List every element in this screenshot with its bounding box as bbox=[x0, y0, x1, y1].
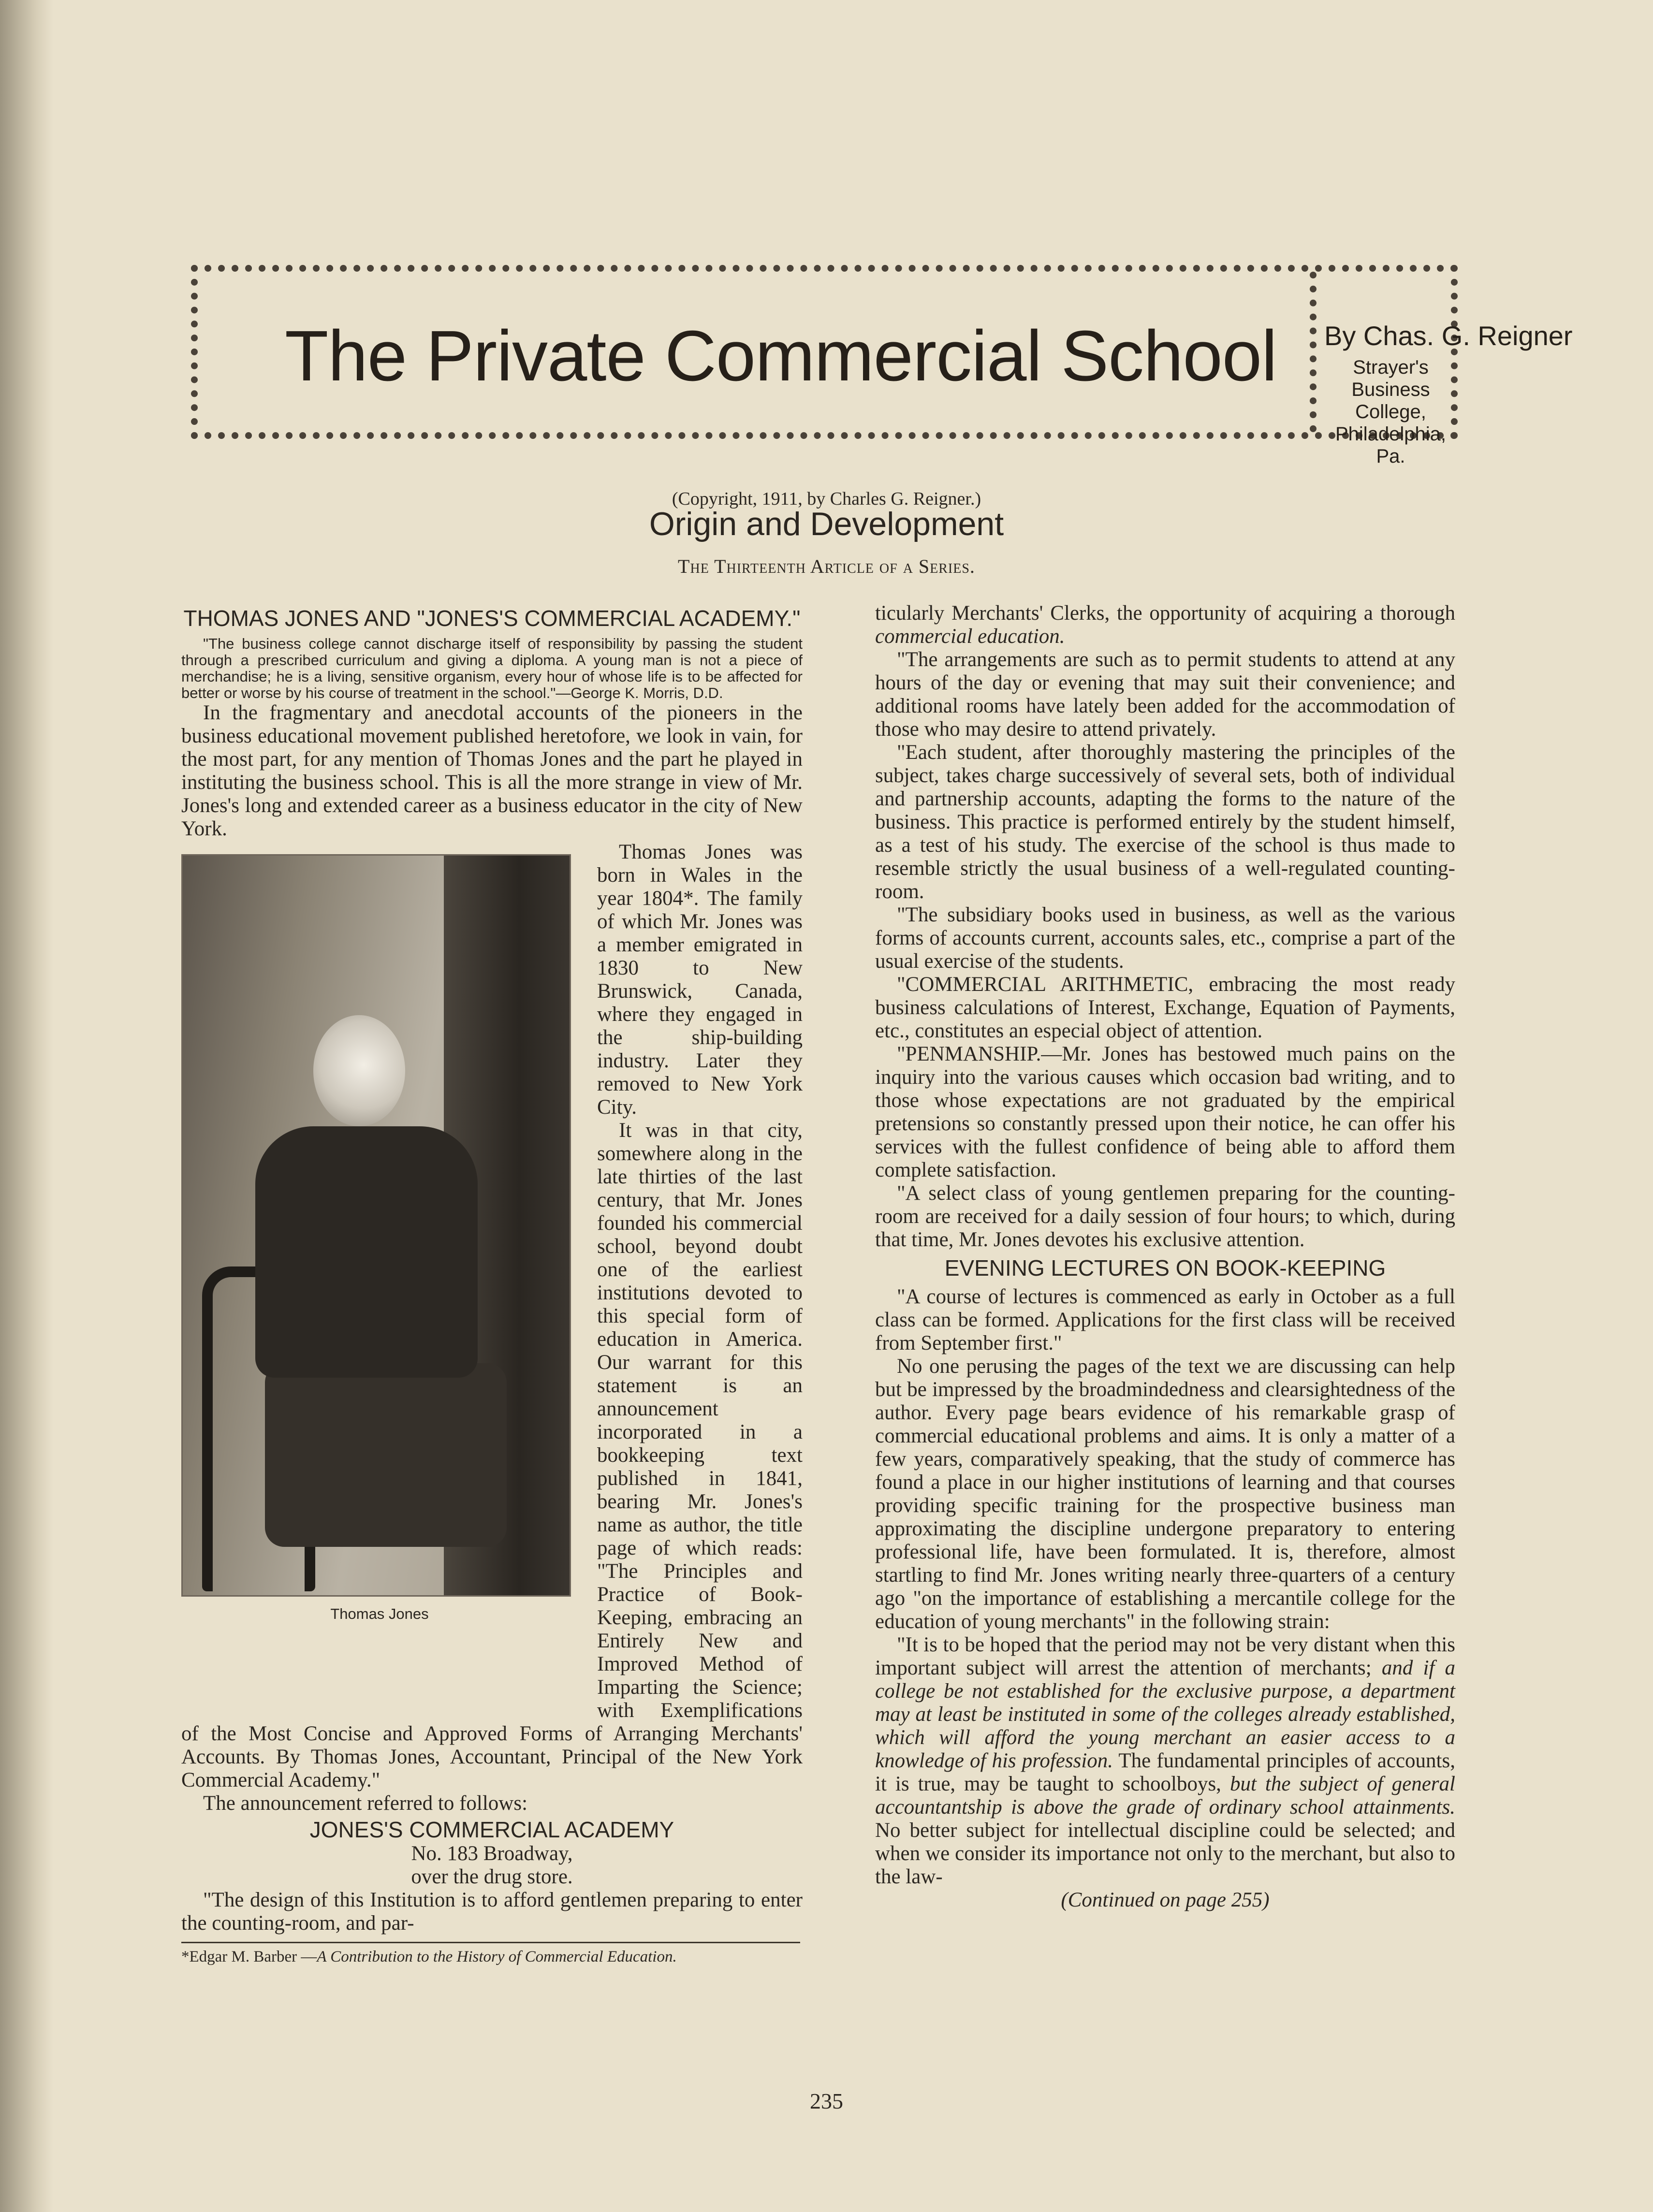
frame-divider bbox=[1310, 272, 1317, 432]
paragraph bbox=[875, 1633, 1455, 1889]
paragraph-text: The fundamental principles of accounts, it is true, may be taught to schoolboys, bbox=[875, 1749, 1455, 1795]
author-affiliation bbox=[1324, 356, 1457, 467]
continued-note: (Continued on page 255) bbox=[1061, 1889, 1270, 1911]
right-column bbox=[875, 602, 1455, 1912]
paragraph bbox=[875, 602, 1455, 648]
emphasis-text: but the subject of general accountantship is above the grade of ordinary school attainments. bbox=[875, 1773, 1455, 1819]
paragraph-text: "It is to be hoped that the period may not be very distant when this important subject will arrest the attention of merchants; bbox=[875, 1633, 1455, 1679]
photo-legs bbox=[265, 1363, 507, 1547]
footnote-title: A Contribution to the History of Commercial Education. bbox=[317, 1948, 677, 1965]
left-heading: THOMAS JONES AND "JONES'S COMMERCIAL ACADEMY." bbox=[183, 606, 801, 631]
footnote-rule bbox=[181, 1942, 800, 1943]
emphasis-text: and if a college be not established for the exclusive purpose, a department may at least be instituted in some of the colleges already established, which will afford the young merchant an easier access to a knowledge of his profession. bbox=[875, 1657, 1455, 1772]
paragraph: No one perusing the pages of the text we are discussing can help but be impressed by the broadmindedness and clearsightedness of the author. Every page bears evidence of his remarkable grasp of commercial educational problems and aims. It is only a matter of a few years, comparatively speaking, that the study of commerce has found a place in our higher institutions of learning and that courses providing specific training for the prospective business man approximating the discipline undergone preparatory to entering professional life, have been formulated. It is, therefore, almost startling to find Mr. Jones writing nearly three-quarters of a century ago "on the importance of establishing a mercantile college for the education of young merchants" in the following strain: bbox=[875, 1355, 1455, 1633]
paragraph: In the fragmentary and anecdotal accounts of the pioneers in the business educational movement published heretofore, we look in vain, for the most part, for any mention of Thomas Jones and the part he played in instituting the business school. This is all the more strange in view of Mr. Jones's long and extended career as a business educator in the city of New York. bbox=[181, 701, 803, 840]
footnote-author: *Edgar M. Barber — bbox=[181, 1948, 317, 1965]
series-note: The Thirteenth Article of a Series. bbox=[678, 555, 975, 577]
byline bbox=[1324, 320, 1573, 467]
affiliation-line-2: Philadelphia, Pa. bbox=[1335, 423, 1447, 467]
left-column bbox=[181, 602, 803, 1965]
section-title: Origin and Development bbox=[649, 506, 1004, 542]
page-number: 235 bbox=[810, 2089, 843, 2113]
academy-heading: JONES'S COMMERCIAL ACADEMY bbox=[309, 1817, 674, 1842]
paragraph: It was in that city, somewhere along in the late thirties of the last century, that Mr. Jones founded his commercial school, beyond doubt one of the earliest institutions devoted to this special form of education in America. Our warrant for this statement is an announcement incorporated in a bookkeeping text published in 1841, bearing Mr. Jones's name as author, the title page of which reads: "The Principles and Practice of Book-Keeping, embracing an Entirely New and Improved Method of Imparting the Science; with Exemplifications of the Most Concise and Approved Forms of Arranging Merchants' Accounts. By Thomas Jones, Accountant, Principal of the New York Commercial Academy." bbox=[181, 1119, 803, 1791]
right-heading: EVENING LECTURES ON BOOK-KEEPING bbox=[944, 1255, 1386, 1281]
paragraph: "Each student, after thoroughly mastering the principles of the subject, takes charge successively of several sets, both of individual and partnership accounts, adapting the forms to the nature of the business. This practice is performed entirely by the student himself, as a test of his study. The exercise of the school is thus made to resemble strictly the usual business of a well-regulated counting-room. bbox=[875, 741, 1455, 903]
epigraph: "The business college cannot discharge itself of responsibility by passing the student through a prescribed curriculum and giving a diploma. A young man is not a piece of merchandise; he is a living, sensitive organism, every hour of whose life is to be affected for better or worse by his course of treatment in the school."—George K. Morris, D.D. bbox=[181, 635, 803, 701]
copyright-line: (Copyright, 1911, by Charles G. Reigner.) bbox=[672, 489, 981, 509]
photo-head bbox=[313, 1015, 405, 1126]
paragraph: "The arrangements are such as to permit students to attend at any hours of the day or evening that may suit their convenience; and additional rooms have lately been added for the accommodation of those who may desire to attend privately. bbox=[875, 648, 1455, 741]
footnote bbox=[181, 1948, 803, 1965]
paragraph: The announcement referred to follows: bbox=[203, 1792, 528, 1815]
photo-body bbox=[255, 1126, 478, 1378]
emphasis-text: commercial education. bbox=[875, 625, 1065, 648]
address-line-1: No. 183 Broadway, bbox=[411, 1842, 573, 1865]
paragraph: "The design of this Institution is to afford gentlemen preparing to enter the counting-room, and par- bbox=[181, 1889, 803, 1935]
photo-caption: Thomas Jones bbox=[330, 1605, 429, 1622]
paragraph: "PENMANSHIP.—Mr. Jones has bestowed much pains on the inquiry into the various causes which occasion bad writing, and to those whose expectations are not graduated by the empirical pretensions so constantly pressed upon their notice, he can offer his services with the fullest confidence of being able to afford them complete satisfaction. bbox=[875, 1043, 1455, 1181]
portrait-figure bbox=[181, 849, 578, 1703]
page-title: The Private Commercial School bbox=[285, 316, 1277, 396]
paragraph-text: No better subject for intellectual discipline could be selected; and when we consider its importance not only to the merchant, but also to the law- bbox=[875, 1819, 1455, 1888]
author-name: By Chas. G. Reigner bbox=[1324, 320, 1573, 351]
paragraph: "A select class of young gentlemen preparing for the counting-room are received for a daily session of four hours; to which, during that time, Mr. Jones devotes his exclusive attention. bbox=[875, 1182, 1455, 1251]
address-line-2: over the drug store. bbox=[411, 1865, 573, 1888]
title-frame bbox=[191, 265, 1573, 467]
paragraph: "A course of lectures is commenced as early in October as a full class can be formed. Applications for the first class will be received from September first." bbox=[875, 1285, 1455, 1354]
paragraph-text: ticularly Merchants' Clerks, the opportunity of acquiring a thorough bbox=[875, 602, 1455, 625]
page-gutter-shadow bbox=[0, 0, 53, 2212]
portrait-photo bbox=[181, 854, 571, 1597]
paragraph: "The subsidiary books used in business, as well as the various forms of accounts current, accounts sales, etc., comprise a part of the usual exercise of the students. bbox=[875, 903, 1455, 973]
paragraph: Thomas Jones was born in Wales in the year 1804*. The family of which Mr. Jones was a member emigrated in 1830 to New Brunswick, Canada, where they engaged in the ship-building industry. Later they removed to New York City. bbox=[597, 841, 803, 1119]
paragraph: "COMMERCIAL ARITHMETIC, embracing the most ready business calculations of Interest, Exchange, Equation of Payments, etc., constitutes an especial object of attention. bbox=[875, 973, 1455, 1042]
affiliation-line-1: Strayer's Business College, bbox=[1351, 357, 1430, 422]
